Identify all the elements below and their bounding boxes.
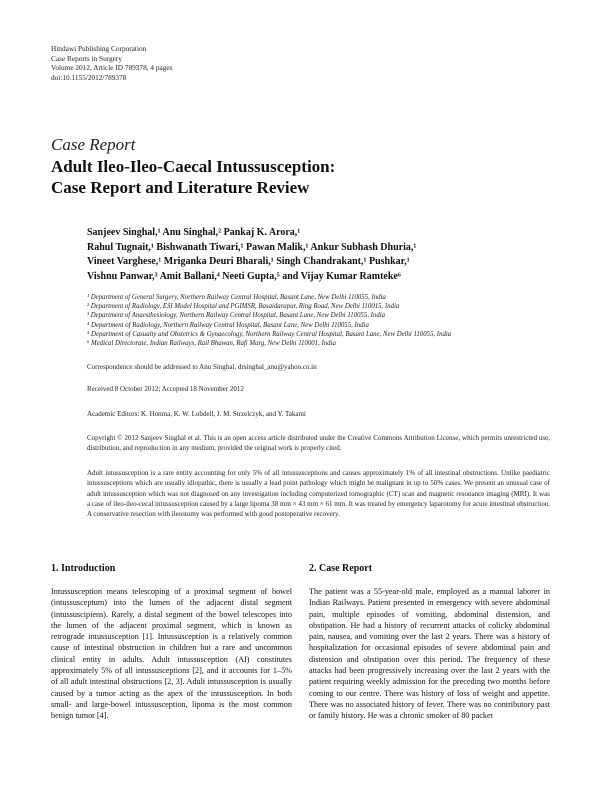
affiliation: ¹ Department of General Surgery, Northern Railway Central Hospital, Basant Lane, New Delhi 110055, India (87, 294, 386, 301)
title-line: Adult Ileo-Ileo-Caecal Intussusception: (51, 157, 336, 176)
author-line: Rahul Tugnait,¹ Bishwanath Tiwari,¹ Pawan Malik,¹ Ankur Subhash Dhuria,¹ (87, 241, 417, 253)
affiliation: ² Department of Radiology, ESI Model Hospital and PGIMSR, Basaidarapur, Ring Road, New Delhi 110015, India (87, 303, 400, 311)
received-dates: Received 8 October 2012; Accepted 18 November 2012 (87, 385, 244, 393)
intro-text: Intussusception means telescoping of a proximal segment of bowel (intussusceptum) into the lumen of the adjacent distal segment (intussuscipiens). Rarely, a distal segment of the bowel telescopes into the lumen of the adjacent proximal segment, which is known as retrograde intussusception [1]. Intussusception is a relatively common cause of intestinal obstruction in children but a rare and uncommon clinical entity in adults. Adult intussusception (AI) constitutes approximately 5% of all intussusceptions [2], and it accounts for 1–5% of all adult intestinal obstructions [2, 3]. Adult intussusception is usually caused by a tumor acting as the apex of the intussusception. In both small- and large-bowel intussusception, lipoma is the most common benign tumor [4]. (51, 587, 292, 721)
academic-editors: Academic Editors: K. Honma, K. W. Lobdell, J. M. Strzelczyk, and Y. Takami (87, 410, 306, 418)
case-report-text: The patient was a 55-year-old male, employed as a manual laborer in Indian Railways. Patient presented in emergency with severe abdominal pain, multiple episodes of vomiting, abdominal distension, and obstipation. He had a history of recurrent attacks of colicky abdominal pain, nausea, and vomiting over the last 2 years. There was a history of hospitalization for occasional episodes of severe abdominal pain and distension and obstipation over this period. The frequency of these attacks had been progressively increasing over the last 2 years with the patient requiring weekly admission for the preceding two months before coming to our centre. There was history of loss of weight and appetite. There was no associated history of fever. There was no contributory past or family history. He was a chronic smoker of 80 packet (309, 587, 550, 721)
case-report-heading: 2. Case Report (309, 563, 373, 574)
article-type: Case Report (51, 135, 136, 154)
author-line: Vineet Varghese,¹ Mriganka Deuri Bharali,¹ Singh Chandrakant,¹ Pushkar,¹ (87, 256, 410, 268)
affiliation: ⁵ Department of Casualty and Obstetrics & Gynaecology, Northern Railway Central Hospital, Basant Lane, New Delhi 110055, India (87, 330, 452, 338)
author-line: Vishnu Panwar,³ Amit Ballani,⁴ Neeti Gupta,⁵ and Vijay Kumar Ramteke⁶ (87, 270, 401, 282)
journal-name: Case Reports in Surgery (51, 53, 123, 63)
author-line: Sanjeev Singhal,¹ Anu Singhal,² Pankaj K. Arora,¹ (87, 227, 301, 238)
correspondence: Correspondence should be addressed to Anu Singhal, drsinghal_anu@yahoo.co.in (87, 363, 317, 371)
copyright-notice: Copyright © 2012 Sanjeev Singhal et al. This is an open access article distributed under the Creative Commons Attribution License, which permits unrestricted use, distribution, and reproduction in any medium, provided the original work is properly cited. (87, 434, 550, 453)
affiliation: ³ Department of Anaesthesiology, Northern Railway Central Hospital, Basant Lane, New Delhi 110055, India (87, 312, 386, 320)
title-line: Case Report and Literature Review (51, 178, 310, 197)
abstract: Adult intussusception is a rare entity accounting for only 5% of all intussusceptions and causes approximately 1% of all intestinal obstructions. Unlike paediatric intussusceptions which are usually idiopathic, there is usually a lead point pathology which might be malignant in up to 50% cases. We present an unusual case of adult intussusception which was not diagnosed on any investigation including computerized tomographic (CT) scan and magnetic resonance imaging (MRI). It was a case of ileo-ileo-cecal intussusception caused by a large lipoma 38 mm × 43 mm × 61 mm. It was treated by emergency laparotomy for acute intestinal obstruction. A conservative resection with ileostomy was performed with good postoperative recovery. (87, 469, 550, 519)
affiliation: ⁴ Department of Radiology, Northern Railway Central Hospital, Basant Lane, New Delhi 110055, India (87, 321, 369, 329)
affiliation: ⁶ Medical Directorate, Indian Railways, Rail Bhawan, Rafi Marg, New Delhi 110001, India (87, 340, 336, 348)
journal-header (51, 44, 172, 82)
publisher: Hindawi Publishing Corporation (51, 44, 147, 53)
intro-heading: 1. Introduction (51, 563, 116, 574)
author-list (87, 226, 416, 284)
affiliation-list (87, 293, 451, 348)
doi: doi:10.1155/2012/789378 (51, 72, 127, 82)
volume-info: Volume 2012, Article ID 789378, 4 pages (51, 63, 173, 73)
paper-title (51, 156, 511, 198)
